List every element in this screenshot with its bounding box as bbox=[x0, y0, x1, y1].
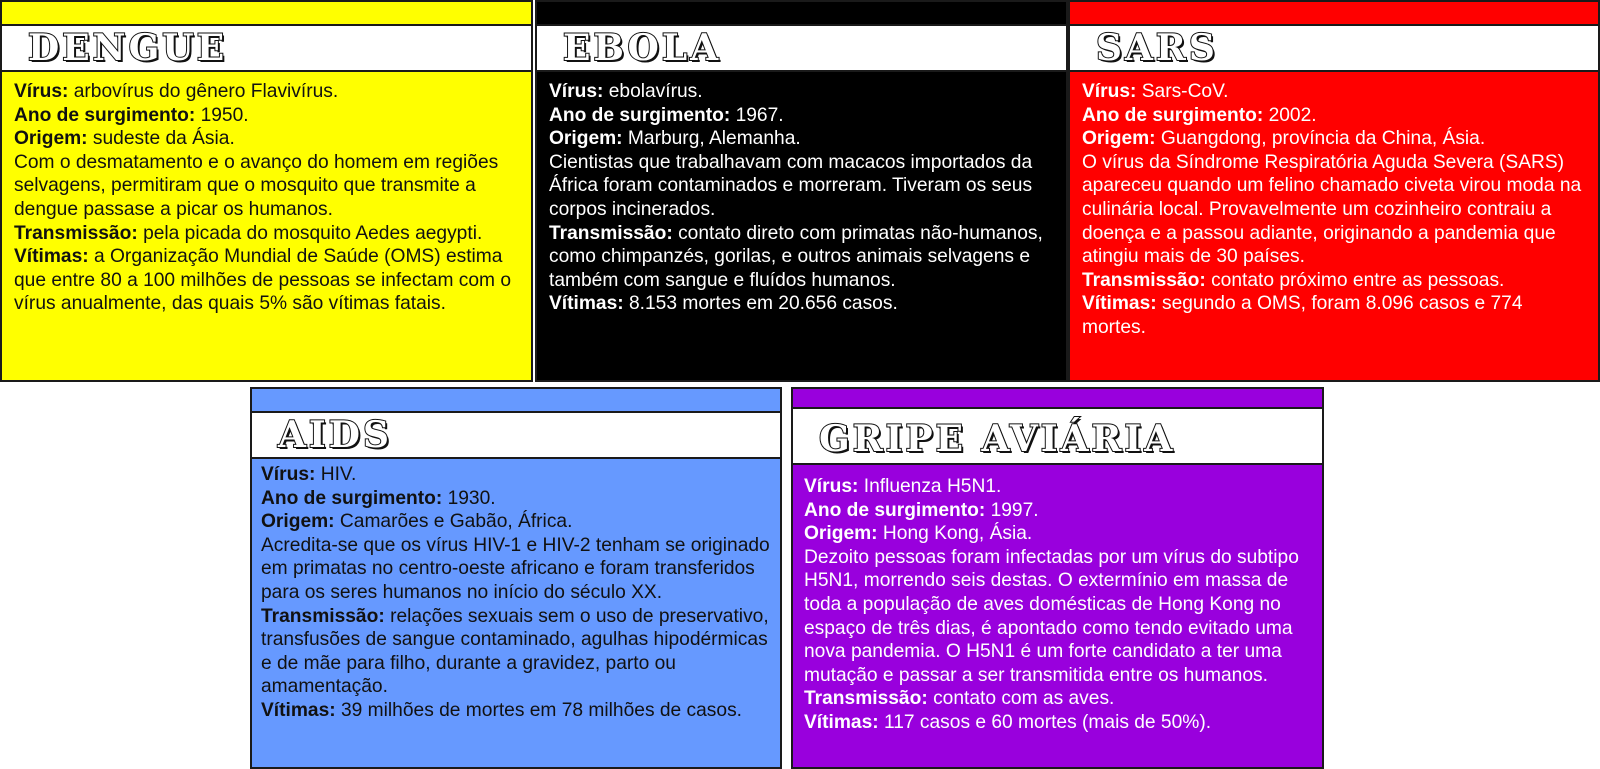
ano-label: Ano de surgimento: bbox=[549, 104, 731, 126]
virus-line bbox=[14, 80, 521, 104]
card-ebola bbox=[535, 0, 1068, 382]
title-bar bbox=[1070, 26, 1598, 72]
transmissao-value: relações sexuais sem o uso de preservativo, transfusões de sangue contaminado, agulhas hipodérmicas e de mãe para filho, durante a gravidez, parto ou amamentação. bbox=[261, 605, 769, 698]
origem-label: Origem: bbox=[1082, 128, 1156, 150]
descricao: Acredita-se que os vírus HIV-1 e HIV-2 tenham se originado em primatas no centro-oeste africano e foram transferidos para os seres humanos no início do século XX. bbox=[261, 534, 770, 603]
transmissao-value: pela picada do mosquito Aedes aegypti. bbox=[143, 222, 483, 244]
transmissao-label: Transmissão: bbox=[804, 688, 928, 710]
origem-line bbox=[549, 127, 1056, 151]
ano-label: Ano de surgimento: bbox=[1082, 104, 1264, 126]
ano-line bbox=[549, 104, 1056, 128]
origem-line bbox=[14, 127, 521, 151]
descricao: Dezoito pessoas foram infectadas por um vírus do subtipo H5N1, morrendo seis destas. O extermínio em massa de toda a população de aves domésticas de Hong Kong no espaço de três dias, é apontado como tendo evitado uma nova pandemia. O H5N1 é um forte candidato a ter uma mutação e passar a ser transmitida entre os humanos. bbox=[804, 546, 1299, 686]
card-title: GRIPE AVIÁRIA bbox=[819, 418, 1176, 460]
vitimas-line bbox=[1082, 292, 1588, 339]
virus-value: ebolavírus. bbox=[608, 81, 703, 102]
descricao: Com o desmatamento e o avanço do homem em regiões selvagens, permitiram que o mosquito que transmite a dengue passase a picar os humanos. bbox=[14, 151, 499, 220]
card-title: DENGUE bbox=[28, 27, 228, 69]
origem-value: Hong Kong, Ásia. bbox=[882, 523, 1033, 545]
virus-label: Vírus: bbox=[1082, 81, 1137, 102]
virus-line bbox=[549, 80, 1056, 104]
transmissao-value: contato próximo entre as pessoas. bbox=[1211, 269, 1505, 291]
origem-value: sudeste da Ásia. bbox=[92, 128, 235, 150]
virus-value: Sars-CoV. bbox=[1141, 81, 1229, 102]
ano-line bbox=[804, 499, 1312, 523]
color-strip bbox=[1070, 2, 1598, 26]
origem-label: Origem: bbox=[261, 511, 335, 533]
origem-label: Origem: bbox=[804, 523, 878, 545]
ano-value: 1930. bbox=[447, 487, 496, 509]
card-body bbox=[793, 465, 1322, 735]
vitimas-line bbox=[14, 245, 521, 316]
virus-label: Vírus: bbox=[261, 464, 316, 485]
virus-line bbox=[261, 463, 770, 487]
origem-line bbox=[1082, 127, 1588, 151]
card-dengue bbox=[0, 0, 533, 382]
virus-line bbox=[1082, 80, 1588, 104]
origem-line bbox=[261, 510, 770, 534]
origem-label: Origem: bbox=[549, 128, 623, 150]
virus-label: Vírus: bbox=[14, 81, 69, 102]
origem-label: Origem: bbox=[14, 128, 88, 150]
descricao: O vírus da Síndrome Respiratória Aguda Severa (SARS) apareceu quando um felino chamado civeta virou moda na culinária local. Provavelmente um cozinheiro contraiu a doença e a passou adiante, originando a pandemia que atingiu mais de 30 países. bbox=[1082, 151, 1582, 268]
transmissao-value: contato direto com primatas não-humanos, como chimpanzés, gorilas, e outros animais selvagens e também com sangue e fluídos humanos. bbox=[549, 222, 1043, 291]
origem-line bbox=[804, 522, 1312, 546]
card-body bbox=[252, 459, 780, 723]
vitimas-label: Vítimas: bbox=[261, 699, 336, 721]
origem-value: Camarões e Gabão, África. bbox=[339, 511, 573, 533]
vitimas-value: a Organização Mundial de Saúde (OMS) estima que entre 80 a 100 milhões de pessoas se infectam com o vírus anualmente, das quais 5% são vítimas fatais. bbox=[14, 246, 512, 315]
virus-value: Influenza H5N1. bbox=[863, 476, 1002, 497]
card-gripe-aviaria bbox=[791, 387, 1324, 769]
color-strip bbox=[252, 389, 780, 413]
ano-line bbox=[1082, 104, 1588, 128]
transmissao-line bbox=[261, 605, 770, 699]
color-strip bbox=[2, 2, 531, 26]
transmissao-label: Transmissão: bbox=[14, 222, 138, 244]
vitimas-line bbox=[549, 292, 1056, 316]
transmissao-label: Transmissão: bbox=[549, 222, 673, 244]
transmissao-value: contato com as aves. bbox=[933, 688, 1115, 710]
vitimas-value: 117 casos e 60 mortes (mais de 50%). bbox=[884, 711, 1212, 733]
virus-value: HIV. bbox=[320, 464, 357, 485]
transmissao-line bbox=[14, 222, 521, 246]
ano-value: 1967. bbox=[735, 104, 784, 126]
ano-value: 1950. bbox=[200, 104, 249, 126]
origem-value: Marburg, Alemanha. bbox=[627, 128, 801, 150]
vitimas-value: 39 milhões de mortes em 78 milhões de casos. bbox=[341, 699, 742, 721]
virus-value: arbovírus do gênero Flavivírus. bbox=[73, 81, 339, 102]
ano-line bbox=[261, 487, 770, 511]
transmissao-line bbox=[804, 687, 1312, 711]
card-sars bbox=[1068, 0, 1600, 382]
title-bar bbox=[2, 26, 531, 72]
descricao: Cientistas que trabalhavam com macacos importados da África foram contaminados e morreram. Tiveram os seus corpos incinerados. bbox=[549, 151, 1033, 220]
card-title: AIDS bbox=[278, 414, 392, 456]
card-title: EBOLA bbox=[563, 27, 722, 69]
color-strip bbox=[537, 2, 1066, 26]
card-body bbox=[2, 72, 531, 316]
card-title: SARS bbox=[1096, 27, 1218, 69]
vitimas-label: Vítimas: bbox=[1082, 293, 1157, 315]
origem-value: Guangdong, província da China, Ásia. bbox=[1160, 128, 1486, 150]
virus-line bbox=[804, 475, 1312, 499]
ano-label: Ano de surgimento: bbox=[14, 104, 196, 126]
card-body bbox=[537, 72, 1066, 316]
vitimas-line bbox=[261, 699, 770, 723]
transmissao-line bbox=[1082, 269, 1588, 293]
virus-label: Vírus: bbox=[549, 81, 604, 102]
vitimas-label: Vítimas: bbox=[549, 293, 624, 315]
title-bar bbox=[252, 413, 780, 459]
color-strip bbox=[793, 389, 1322, 409]
card-aids bbox=[250, 387, 782, 769]
vitimas-value: 8.153 mortes em 20.656 casos. bbox=[629, 293, 898, 315]
transmissao-line bbox=[549, 222, 1056, 293]
virus-label: Vírus: bbox=[804, 476, 859, 497]
vitimas-label: Vítimas: bbox=[804, 711, 879, 733]
ano-label: Ano de surgimento: bbox=[804, 499, 986, 521]
title-bar bbox=[793, 409, 1322, 465]
ano-value: 1997. bbox=[990, 499, 1039, 521]
ano-label: Ano de surgimento: bbox=[261, 487, 443, 509]
vitimas-value: segundo a OMS, foram 8.096 casos e 774 mortes. bbox=[1082, 293, 1523, 338]
transmissao-label: Transmissão: bbox=[1082, 269, 1206, 291]
card-body bbox=[1070, 72, 1598, 340]
title-bar bbox=[537, 26, 1066, 72]
ano-line bbox=[14, 104, 521, 128]
transmissao-label: Transmissão: bbox=[261, 605, 385, 627]
vitimas-label: Vítimas: bbox=[14, 246, 89, 268]
ano-value: 2002. bbox=[1268, 104, 1317, 126]
vitimas-line bbox=[804, 711, 1312, 735]
